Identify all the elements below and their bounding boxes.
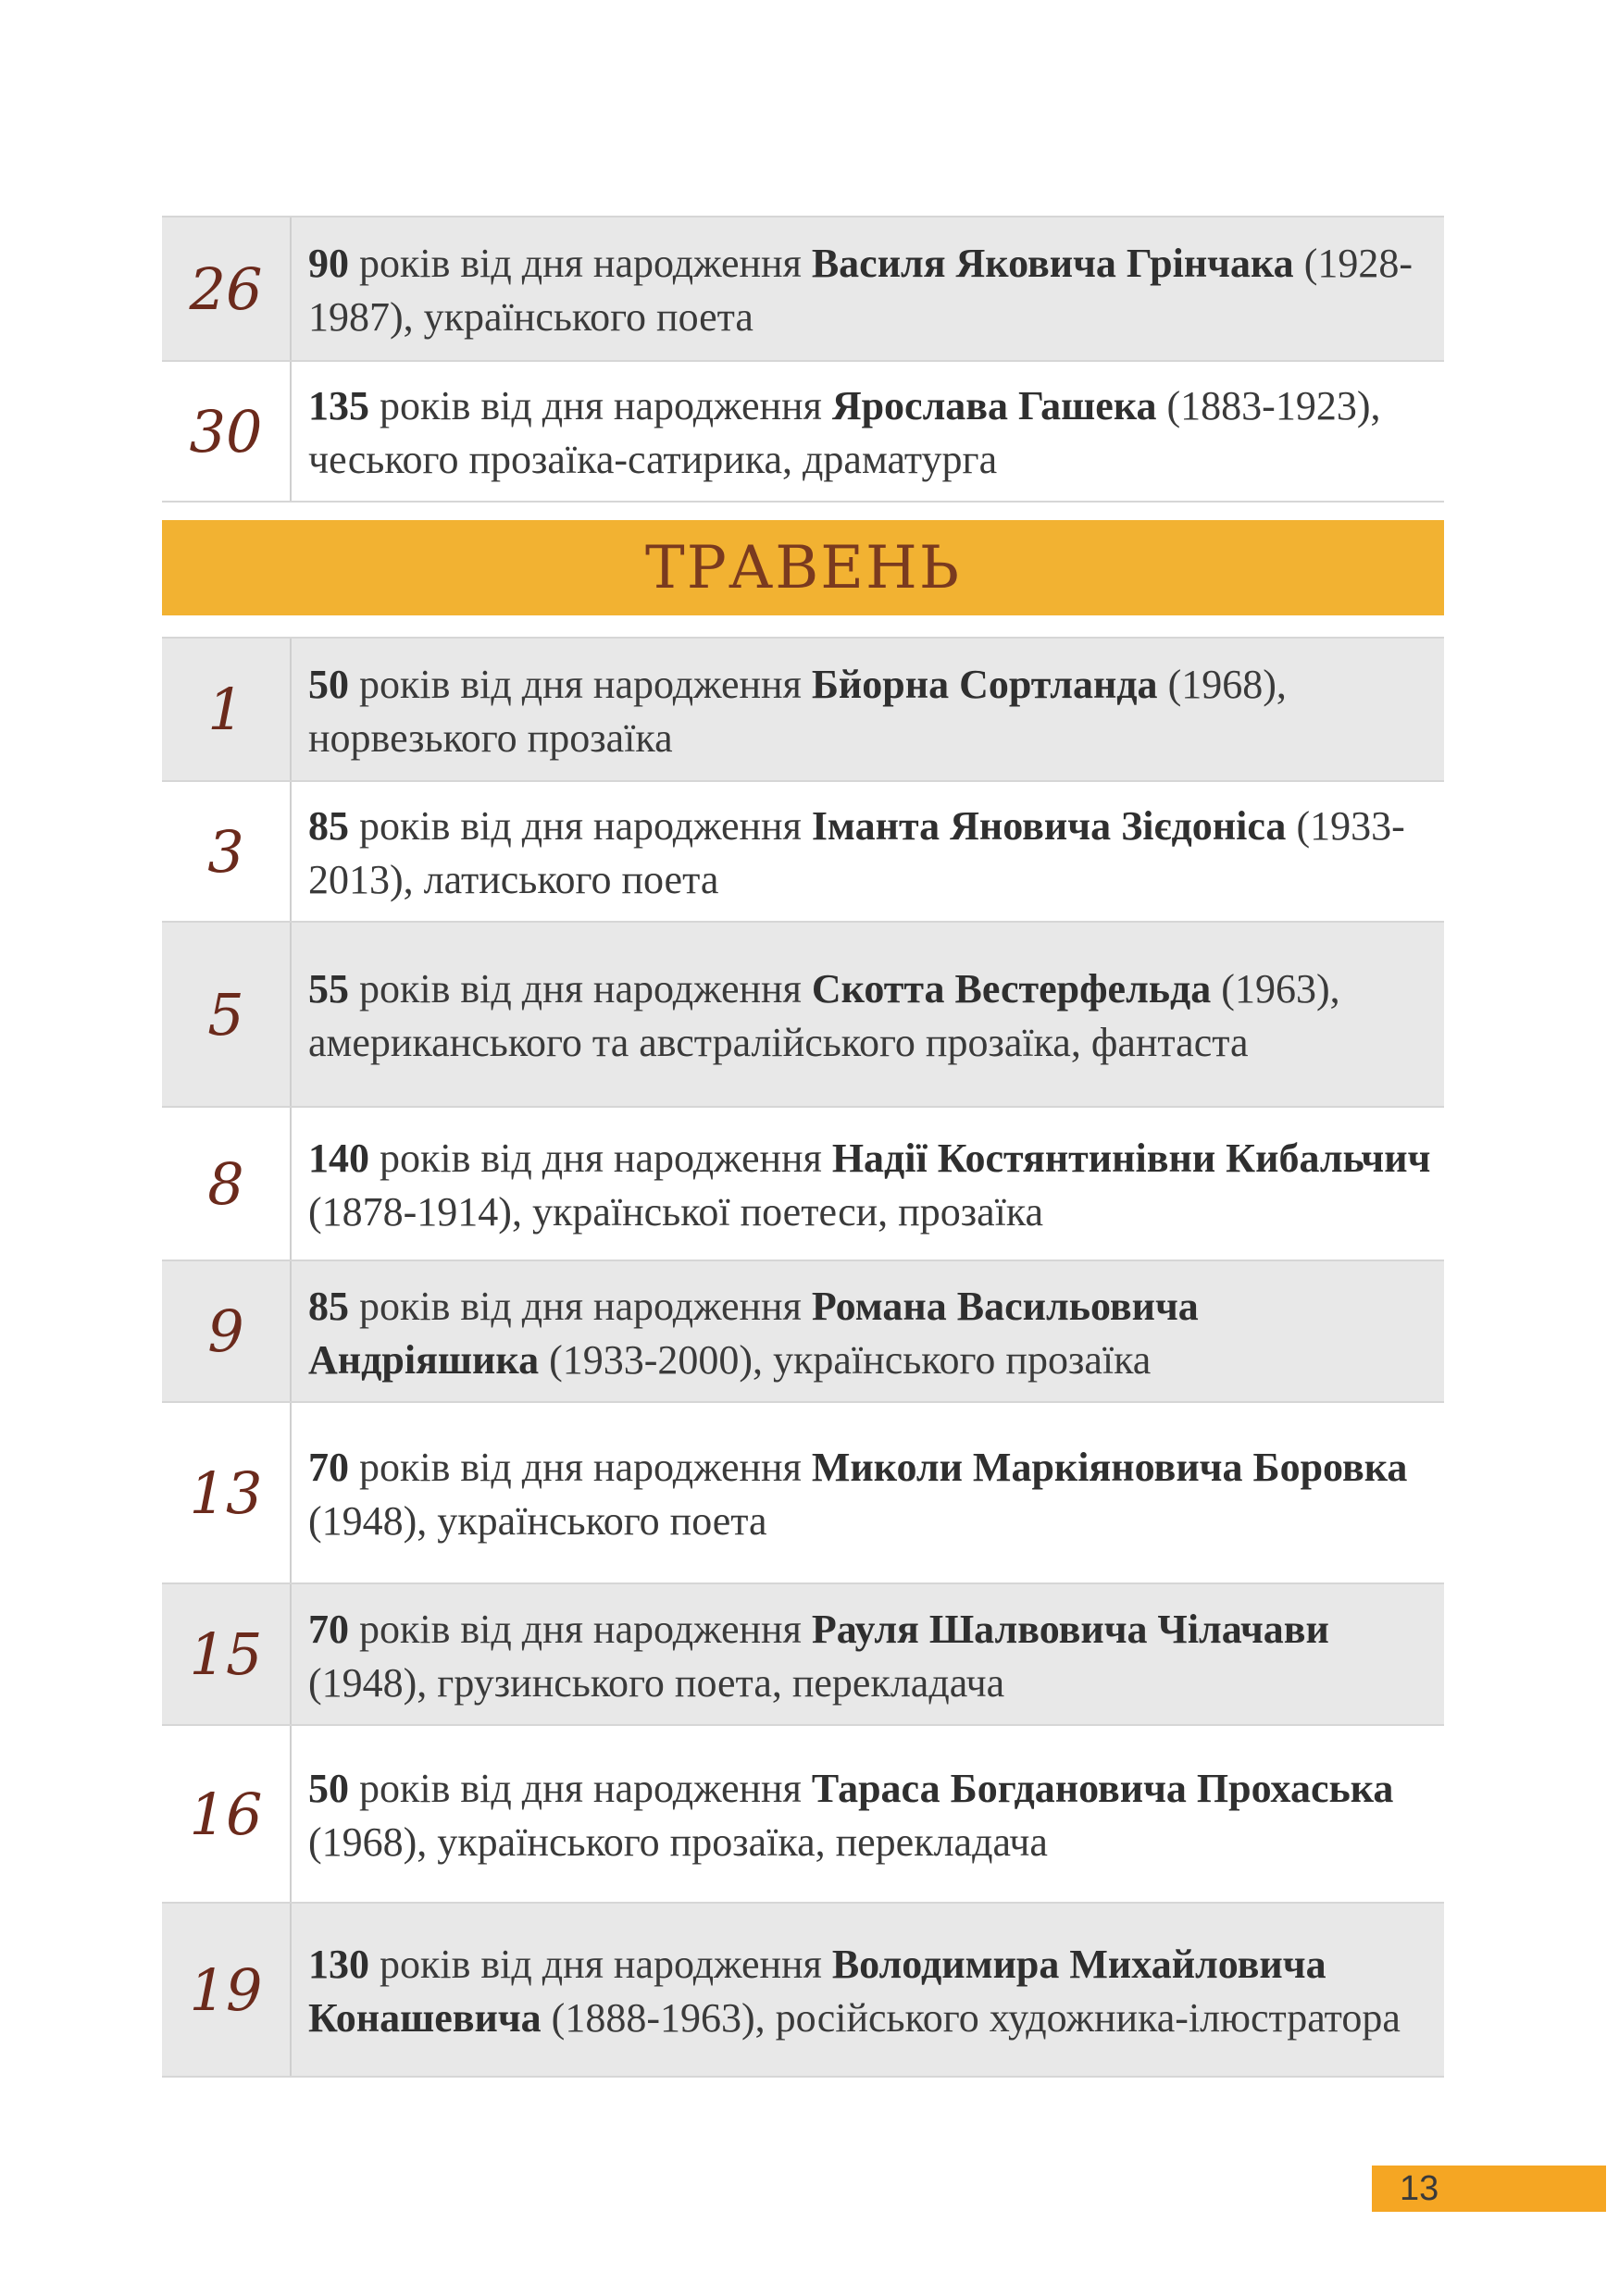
entry-text: 70 років від дня народження Миколи Маркіяновича Боровка (1948), українського поета: [308, 1445, 1408, 1544]
may-table: [162, 637, 1444, 2078]
table-row: [162, 362, 1444, 503]
entry-text: 90 років від дня народження Василя Яковича Грінчака (1928-1987), українського поета: [308, 241, 1413, 340]
table-row: [162, 639, 1444, 782]
entry-text: 50 років від дня народження Тараса Богдановича Прохаська (1968), українського прозаїка, перекладача: [308, 1766, 1394, 1865]
entry-text: 50 років від дня народження Бйорна Сортланда (1968), норвезького прозаїка: [308, 661, 1287, 761]
day-number: 5: [162, 923, 292, 1106]
table-row: [162, 1261, 1444, 1403]
entry-text: 55 років від дня народження Скотта Вестерфельда (1963), американського та австралійського прозаїка, фантаста: [308, 966, 1340, 1065]
day-number: 16: [162, 1726, 292, 1902]
day-number: 13: [162, 1403, 292, 1582]
month-title: ТРАВЕНЬ: [645, 533, 961, 602]
table-row: [162, 1403, 1444, 1584]
entry-text: 85 років від дня народження Іманта Яновича Зієдоніса (1933-2013), латиського поета: [308, 803, 1405, 902]
table-row: [162, 782, 1444, 923]
table-row: [162, 1108, 1444, 1261]
day-number: 19: [162, 1904, 292, 2076]
table-row: [162, 1584, 1444, 1726]
day-number: 1: [162, 639, 292, 780]
april-table: [162, 216, 1444, 503]
entry-text: 85 років від дня народження Романа Васильовича Андріяшика (1933-2000), українського прозаїка: [308, 1283, 1199, 1383]
entry-text: 130 років від дня народження Володимира Михайловича Конашевича (1888-1963), російського художника-ілюстратора: [308, 1942, 1401, 2041]
page-number: 13: [1372, 2166, 1606, 2212]
day-number: 15: [162, 1584, 292, 1724]
day-number: 3: [162, 782, 292, 921]
entry-text: 70 років від дня народження Рауля Шалвовича Чілачави (1948), грузинського поета, перекладача: [308, 1606, 1329, 1706]
day-number: 8: [162, 1108, 292, 1260]
table-row: [162, 1726, 1444, 1904]
month-header: [162, 520, 1444, 615]
entry-text: 135 років від дня народження Ярослава Гашека (1883-1923), чеського прозаїка-сатирика, драматурга: [308, 383, 1381, 482]
day-number: 26: [162, 217, 292, 360]
table-row: [162, 217, 1444, 362]
day-number: 9: [162, 1261, 292, 1401]
table-row: [162, 1904, 1444, 2078]
entry-text: 140 років від дня народження Надії Костянтинівни Кибальчич (1878-1914), української поетеси, прозаїка: [308, 1136, 1431, 1235]
day-number: 30: [162, 362, 292, 501]
table-row: [162, 923, 1444, 1108]
